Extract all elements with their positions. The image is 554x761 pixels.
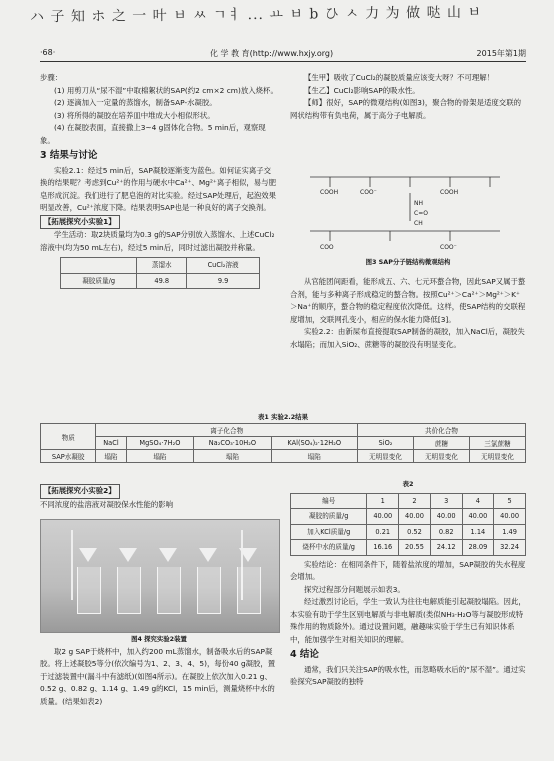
small-table-row-label: 凝胶质量/g xyxy=(61,273,137,289)
expand-2-title: 【拓展探究小实验2】 xyxy=(40,484,120,499)
table-2-cell: 加入KCl质量/g xyxy=(291,524,367,540)
table-1-covalent-header: 共价化合物 xyxy=(357,424,525,437)
table-1-compound: MgSO₄·7H₂O xyxy=(126,437,194,450)
beaker-icon xyxy=(237,567,261,614)
left-column-lower xyxy=(40,484,278,511)
table-2-header: 编号 xyxy=(291,493,367,509)
table-1-compound: KAl(SO₄)₂·12H₂O xyxy=(271,437,357,450)
fig3-label-5: C=O xyxy=(414,210,428,217)
fig3-label-2: COO⁻ xyxy=(360,189,377,196)
table-2-cell: 20.55 xyxy=(399,540,431,556)
stand-icon xyxy=(71,530,73,600)
table-1-row-label: SAP水凝胶 xyxy=(41,450,96,463)
table-2-cell: 24.12 xyxy=(430,540,462,556)
table-1-compound: Na₂CO₃·10H₂O xyxy=(194,437,271,450)
funnel-icon xyxy=(159,548,177,562)
table-2-header: 4 xyxy=(462,493,494,509)
funnel-icon xyxy=(239,548,257,562)
table-2-cell: 28.09 xyxy=(462,540,494,556)
sap-chain-diagram xyxy=(290,163,526,255)
table-2-cell: 40.00 xyxy=(462,509,494,525)
table-2-cell: 40.00 xyxy=(494,509,526,525)
step-4: (4) 在凝胶表面，直接撒上3~4 g固体化合物。5 min后，观察现象。 xyxy=(40,123,266,145)
expand-2-subtitle: 不同浓度的盐溶液对凝胶保水性能的影响 xyxy=(40,499,174,509)
table-2-cell: 0.52 xyxy=(399,524,431,540)
table-1-compound: SiO₂ xyxy=(357,437,413,450)
page-number: ·68· xyxy=(40,48,56,57)
small-table-val-cucl2: 9.9 xyxy=(187,273,260,289)
table-2-cell: 40.00 xyxy=(399,509,431,525)
fig3-label-7: COO xyxy=(320,244,334,251)
table-1-compound: NaCl xyxy=(96,437,126,450)
table-2-cell: 0.21 xyxy=(367,524,399,540)
table-1-block xyxy=(40,412,526,463)
expand-1-text: 学生活动：取2块质量均为0.3 g的SAP分别放入蒸馏水、上述CuCl₂溶液中(均为50 mL左右)，经过5 min后，同时过滤出凝胶并称量。 xyxy=(40,230,275,252)
section-3-heading: 3 结果与讨论 xyxy=(40,150,98,161)
table-2-cell: 0.82 xyxy=(430,524,462,540)
small-table xyxy=(60,257,260,289)
table-1-substance-header: 物质 xyxy=(41,424,96,450)
experiment-2-method: 取2 g SAP于烧杯中，加入约200 mL蒸馏水，制备吸水后的SAP凝胶。将上述凝胶5等分(依次编号为1、2、3、4、5)，每份40 g凝胶，置于过滤装置中(漏斗中有滤纸)(如图4所示)。在凝胶上依次加入0.21 g、0.52 g、0.82 g、1.14 g、1.49 g的KCl，15 min后，测量烧杯中水的质量。(结果如表2) xyxy=(40,646,276,706)
step-1: (1) 用剪刀从“尿不湿”中取棉絮状的SAP(约2 cm×2 cm)放入烧杯。 xyxy=(54,85,278,95)
right-column-lower xyxy=(290,478,526,689)
table-2-cell: 1.49 xyxy=(494,524,526,540)
handwritten-annotation: ハ 子 知 ホ 之 一 叶 ㅂ ㅆ ㄱㅕ ... ㅛ ㅂ b ひ ㅅ 力 为 做 哒 山 ㅂ xyxy=(29,4,483,26)
fig3-label-8: COO⁻ xyxy=(440,244,457,251)
table-1-result: 无明显变化 xyxy=(413,450,469,463)
table-1-caption: 表1 实验2.2结果 xyxy=(258,413,308,421)
funnel-icon xyxy=(119,548,137,562)
beaker-icon xyxy=(197,567,221,614)
table-1-result: 塌陷 xyxy=(126,450,194,463)
table-2-cell: 凝胶的质量/g xyxy=(291,509,367,525)
figure-4-caption: 图4 探究实验2装置 xyxy=(131,635,187,643)
chelation-paragraph: 从官能团间距看，能形成五、六、七元环螯合物，因此SAP又属于螯合剂，能与多种离子形成稳定的螯合物。按照Cu²⁺＞Ca²⁺＞Mg²⁺＞K⁺＞Na⁺的顺序，螯合物的稳定程度依次降低。这样，使SAP结构的交联程度增加，交联网孔变小，相应的保水能力降低[3]。 xyxy=(290,277,526,324)
table-1 xyxy=(40,423,526,463)
table-2-cell: 40.00 xyxy=(367,509,399,525)
funnel-icon xyxy=(199,548,217,562)
dialog-student-b: 【生乙】CuCl₂影响SAP的吸水性。 xyxy=(304,85,420,95)
steps-label: 步骤： xyxy=(40,73,63,82)
beaker-icon xyxy=(77,567,101,614)
funnel-icon xyxy=(79,548,97,562)
dialog-teacher: 【师】很好，SAP的微观结构(如图3)，聚合物的骨架是适度交联的网状结构带有负电荷，属于高分子电解质。 xyxy=(290,98,521,120)
header-rule xyxy=(40,61,526,62)
table-2-cell: 40.00 xyxy=(430,509,462,525)
journal-title: 化 学 教 育(http://www.hxjy.org) xyxy=(210,49,334,58)
fig3-label-6: CH xyxy=(414,220,423,227)
section-4-heading: 4 结论 xyxy=(290,649,319,660)
table-2-header: 5 xyxy=(494,493,526,509)
table-3-note: 探究过程部分问题展示如表3。 xyxy=(304,584,405,594)
fig3-label-1: COOH xyxy=(320,189,339,196)
beaker-icon xyxy=(117,567,141,614)
dialog-student-a: 【生甲】吸收了CuCl₂的凝胶质量应该变大呀？不可理解！ xyxy=(304,73,495,82)
table-2-cell: 16.16 xyxy=(367,540,399,556)
table-2-header: 2 xyxy=(399,493,431,509)
table-1-ionic-header: 离子化合物 xyxy=(96,424,358,437)
table-1-result: 塌陷 xyxy=(96,450,126,463)
table-2-header: 1 xyxy=(367,493,399,509)
table-1-result: 无明显变化 xyxy=(357,450,413,463)
right-column-upper xyxy=(290,72,526,122)
left-column-upper xyxy=(40,72,278,289)
discussion-paragraph: 经过激烈讨论后，学生一致认为往往电解质能引起凝胶塌陷。因此，本实验有助于学生区别电解质与非电解质(类似NH₃·H₂O等与凝胶形成特殊作用的物质除外)。通过设置问题，融趣味实验于学生已有知识体系中，能加强学生对相关知识的理解。 xyxy=(290,597,526,644)
table-1-result: 无明显变化 xyxy=(469,450,525,463)
table-1-result: 塌陷 xyxy=(194,450,271,463)
table-2-caption: 表2 xyxy=(402,480,414,488)
expand-1-title: 【拓展探究小实验1】 xyxy=(40,215,120,230)
issue-label: 2015年第1期 xyxy=(476,49,526,58)
small-table-val-water: 49.8 xyxy=(137,273,187,289)
experiment-conclusion: 实验结论：在相同条件下，随着盐浓度的增加，SAP凝胶的失水程度会增加。 xyxy=(290,559,526,581)
fig3-label-4: NH xyxy=(414,200,423,207)
table-1-result: 塌陷 xyxy=(271,450,357,463)
table-1-compound: 蔗糖 xyxy=(413,437,469,450)
figure-3-structure xyxy=(290,163,526,267)
step-3: (3) 将所得的凝胶在培养皿中堆成大小相似形状。 xyxy=(54,110,215,120)
figure-4-photo xyxy=(40,519,280,633)
small-table-corner xyxy=(61,258,137,274)
table-2 xyxy=(290,493,526,556)
small-table-col-water: 蒸馏水 xyxy=(137,258,187,274)
running-header xyxy=(40,46,526,64)
fig3-label-3: COOH xyxy=(440,189,459,196)
beaker-icon xyxy=(157,567,181,614)
left-column-bottom xyxy=(40,633,278,708)
small-table-col-cucl2: CuCl₂溶液 xyxy=(187,258,260,274)
table-2-header: 3 xyxy=(430,493,462,509)
experiment-1-text: 实验2.1：经过5 min后，SAP凝胶逐渐变为蓝色。如何证实离子交换的结果呢？考虑到Cu²⁺的作用与硬水中Ca²⁺、Mg²⁺离子相似，易与肥皂形成沉淀。我们进行了肥皂泡的对比实验。经过SAP处理后，起泡效果明显改善，Cu²⁺浓度下降。结果表明SAP也是一种良好的离子交换剂。 xyxy=(40,165,277,212)
figure-3-caption: 图3 SAP分子链结构微观结构 xyxy=(365,258,451,266)
step-2: (2) 逐滴加入一定量的蒸馏水，制备SAP-水凝胶。 xyxy=(54,98,217,107)
table-1-compound: 三氯蔗糖 xyxy=(469,437,525,450)
experiment-2-2-text: 实验2.2：由新屎布直接提取SAP制备的凝胶，加入NaCl后，凝胶失水塌陷；而加入SiO₂、蔗糖等的凝胶没有明显变化。 xyxy=(290,327,525,349)
table-2-cell: 1.14 xyxy=(462,524,494,540)
table-2-cell: 32.24 xyxy=(494,540,526,556)
conclusion-paragraph: 通常，我们只关注SAP的吸水性，而忽略吸水后的“尿不湿”。通过实验探究SAP凝胶的独特 xyxy=(290,664,526,686)
right-column-middle xyxy=(290,276,526,351)
table-2-cell: 烧杯中水的质量/g xyxy=(291,540,367,556)
